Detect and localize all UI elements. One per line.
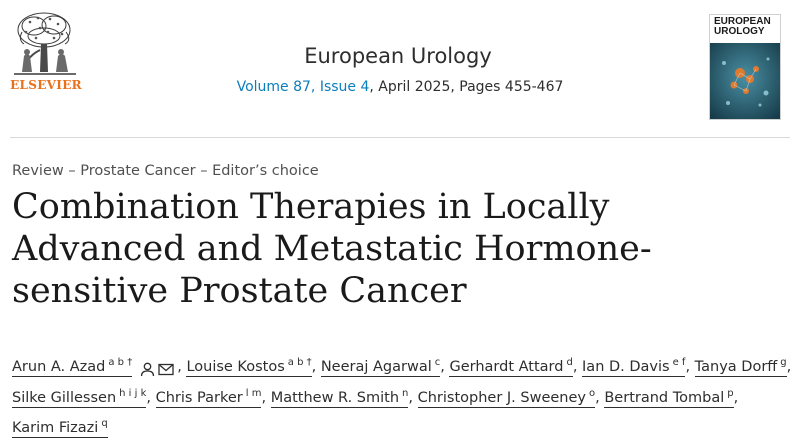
author-list [12,353,792,445]
author-item [12,359,177,375]
author-contact-icons[interactable] [140,355,177,384]
author-item [12,420,108,438]
author-link[interactable]: Chris Parker $^{l m}$ [155,387,262,406]
author-item [321,359,440,377]
cover-title-line2: UROLOGY [714,26,765,37]
author-separator: , [408,389,413,406]
author-link[interactable]: Silke Gillessen $^{h i j k}$ [12,387,147,406]
author-link[interactable]: Matthew R. Smith $^n$ [270,387,409,406]
author-link[interactable]: Karim Fizazi $^q$ [12,418,108,436]
journal-title [0,44,800,68]
issue-date-pages: , April 2025, Pages 455-467 [369,79,564,95]
volume-issue-link[interactable]: Volume 87, Issue 4 [236,79,370,95]
cover-title [710,15,780,43]
cover-title-line1: EUROPEAN [714,16,771,27]
author-separator: , [595,389,600,406]
author-item [695,359,787,377]
author-item [604,387,734,408]
author-affiliations: q [101,418,108,429]
author-link[interactable]: Bertrand Tombal $^p$ [604,387,734,406]
journal-title-link[interactable]: European Urology [304,44,492,68]
author-separator: , [440,359,445,375]
author-affiliations: p [727,387,734,399]
author-link[interactable]: Tanya Dorff $^g$ [694,357,787,375]
author-affiliations: o [589,387,596,399]
author-link[interactable]: Arun A. Azad $^{a b \dagger}$ [12,357,133,375]
author-item [417,387,596,408]
author-item [449,359,572,377]
author-affiliations: a b † [108,357,133,368]
author-item [270,387,409,408]
author-item [186,359,311,377]
article-type: Review – Prostate Cancer – Editor’s choice [12,163,319,179]
person-icon [140,362,155,377]
author-separator: , [786,359,792,375]
author-link[interactable]: Neeraj Agarwal $^c$ [320,357,441,375]
author-link[interactable]: Ian D. Davis $^{e f}$ [582,357,686,375]
author-affiliations: h i j k [119,387,147,399]
envelope-icon [158,363,174,376]
issue-line [0,79,800,95]
journal-cover[interactable] [709,14,781,120]
article-title: Combination Therapies in Locally Advanced and Metastatic Hormone-sensitive Prostate Cancer [12,187,652,311]
author-separator: , [177,359,182,375]
cover-artwork [710,43,780,119]
author-affiliations: l m [245,387,262,399]
author-separator: , [572,359,578,375]
author-link[interactable]: Louise Kostos $^{a b \dagger}$ [186,357,312,375]
publisher-name[interactable]: ELSEVIER [10,78,82,92]
author-separator: , [733,389,739,406]
author-affiliations: c [434,357,441,368]
author-separator: , [261,389,267,406]
author-separator: , [685,359,691,375]
author-affiliations: n [402,387,409,399]
author-affiliations: g [780,357,787,368]
author-link[interactable]: Gerhardt Attard $^d$ [449,357,573,375]
author-link[interactable]: Christopher J. Sweeney $^o$ [417,387,596,406]
author-item [582,359,685,377]
author-item [12,387,147,408]
author-affiliations: a b † [287,357,312,368]
author-separator: , [146,389,151,406]
author-affiliations: d [566,357,573,368]
author-separator: , [311,359,317,375]
author-item [155,387,262,408]
header-divider [10,137,790,138]
author-affiliations: e f [672,357,686,368]
